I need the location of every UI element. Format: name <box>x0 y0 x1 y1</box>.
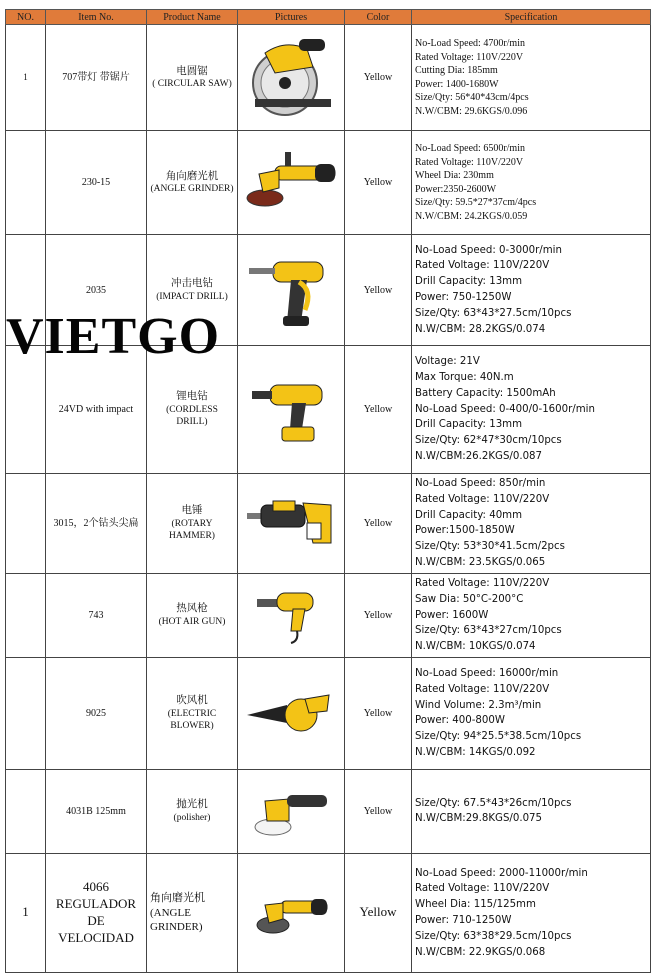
picture-cell <box>238 346 345 474</box>
spec-line: Max Torque: 40N.m <box>415 371 514 383</box>
spec-line: Size/Qty: 63*43*27.5cm/10pcs <box>415 307 572 319</box>
product-name-en: (IMPACT DRILL) <box>156 291 228 302</box>
spec-line: No-Load Speed: 0-400/0-1600r/min <box>415 403 595 415</box>
product-name-cn: 吹风机 <box>176 694 208 707</box>
product-name-cn: 电圆锯 <box>176 64 208 77</box>
table-row <box>6 657 651 769</box>
spec-line: Saw Dia: 50°C-200°C <box>415 593 524 605</box>
spec-line: Power: 400-800W <box>415 715 505 727</box>
picture-cell <box>238 235 345 346</box>
table-row <box>6 131 651 235</box>
spec-line: Cutting Dia: 185mm <box>415 65 498 76</box>
picture-cell <box>238 657 345 769</box>
header-item-no: Item No. <box>46 10 147 25</box>
picture-cell <box>238 769 345 853</box>
hot-air-gun-icon <box>251 585 331 645</box>
angle-grinder-icon <box>243 148 339 218</box>
color-cell: Yellow <box>345 235 412 346</box>
item-no: 743 <box>46 573 147 657</box>
spec-line: Wind Volume: 2.3m³/min <box>415 699 542 711</box>
row-no <box>6 573 46 657</box>
row-no <box>6 131 46 235</box>
spec-line: No-Load Speed: 6500r/min <box>415 143 525 154</box>
spec-cell <box>412 573 651 657</box>
item-no: 4031B 125mm <box>46 769 147 853</box>
product-name-en: (ANGLE GRINDER) <box>150 906 203 934</box>
spec-line: N.W/CBM: 23.5KGS/0.065 <box>415 557 546 569</box>
row-no <box>6 474 46 574</box>
header-no: NO. <box>6 10 46 25</box>
circular-saw-icon <box>245 33 337 123</box>
product-name-en: (polisher) <box>173 813 211 824</box>
spec-line: Drill Capacity: 13mm <box>415 276 523 288</box>
header-pictures: Pictures <box>238 10 345 25</box>
product-name-cn: 电锤 <box>181 504 203 517</box>
spec-line: Power: 710-1250W <box>415 914 512 926</box>
spec-line: Size/Qty: 94*25.5*38.5cm/10pcs <box>415 731 582 743</box>
spec-cell <box>412 131 651 235</box>
spec-line: Rated Voltage: 110V/220V <box>415 156 524 168</box>
product-name-en: (CORDLESS DRILL) <box>166 404 218 428</box>
color-cell: Yellow <box>345 346 412 474</box>
picture-cell <box>238 131 345 235</box>
product-name-cn: 热风枪 <box>176 602 208 615</box>
spec-line: Size/Qty: 63*43*27cm/10pcs <box>415 625 562 637</box>
rotary-hammer-icon <box>243 493 339 553</box>
spec-line: No-Load Speed: 4700r/min <box>415 38 525 49</box>
table-header-row <box>6 10 651 25</box>
row-no: 1 <box>6 25 46 131</box>
spec-line: Power: 750-1250W <box>415 292 512 303</box>
spec-line: N.W/CBM: 28.2KGS/0.074 <box>415 323 546 335</box>
spec-line: Size/Qty: 59.5*27*37cm/4pcs <box>415 197 537 208</box>
item-no: 9025 <box>46 657 147 769</box>
cordless-drill-icon <box>246 375 336 445</box>
spec-line: Rated Voltage: 110V/220V <box>415 260 550 272</box>
item-no: 3015，2个钻头尖扁 <box>46 474 147 574</box>
spec-line: Size/Qty: 67.5*43*26cm/10pcs <box>415 797 572 809</box>
table-row <box>6 25 651 131</box>
product-name-cn: 角向磨光机 <box>165 169 219 182</box>
spec-cell <box>412 25 651 131</box>
spec-line: Power: 1600W <box>415 609 489 621</box>
picture-cell <box>238 573 345 657</box>
electric-blower-icon <box>243 683 339 743</box>
spec-line: N.W/CBM: 24.2KGS/0.059 <box>415 210 528 222</box>
spec-line: Wheel Dia: 115/125mm <box>415 899 536 911</box>
product-name-en: (ROTARY HAMMER) <box>169 518 215 542</box>
item-no: 24VD with impact <box>46 346 147 474</box>
product-name-en: (HOT AIR GUN) <box>158 617 226 628</box>
spec-line: Rated Voltage: 110V/220V <box>415 683 550 695</box>
product-spec-table <box>5 9 651 973</box>
spec-line: Drill Capacity: 40mm <box>415 509 523 521</box>
spec-line: N.W/CBM:26.2KGS/0.087 <box>415 451 543 463</box>
header-product-name: Product Name <box>147 10 238 25</box>
spec-line: Rated Voltage: 110V/220V <box>415 883 550 895</box>
color-cell: Yellow <box>345 853 412 972</box>
angle-grinder-icon <box>251 883 331 943</box>
product-name-en: (ANGLE GRINDER) <box>150 184 234 195</box>
impact-drill-icon <box>243 250 339 330</box>
spec-cell <box>412 769 651 853</box>
color-cell: Yellow <box>345 474 412 574</box>
color-cell: Yellow <box>345 769 412 853</box>
spec-cell <box>412 853 651 972</box>
spec-line: No-Load Speed: 2000-11000r/min <box>415 867 588 879</box>
product-name <box>147 853 238 972</box>
table-row <box>6 853 651 972</box>
spec-line: Size/Qty: 62*47*30cm/10pcs <box>415 435 562 447</box>
product-name <box>147 131 238 235</box>
spec-line: Rated Voltage: 110V/220V <box>415 577 550 589</box>
picture-cell <box>238 474 345 574</box>
product-name-cn: 抛光机 <box>176 798 208 811</box>
spec-line: Power:1500-1850W <box>415 525 515 537</box>
spec-line: N.W/CBM: 10KGS/0.074 <box>415 641 536 653</box>
spec-cell <box>412 346 651 474</box>
spec-line: No-Load Speed: 16000r/min <box>415 668 559 679</box>
product-name-en: (ELECTRIC BLOWER) <box>167 708 217 732</box>
row-no <box>6 657 46 769</box>
spec-line: Rated Voltage: 110V/220V <box>415 51 524 63</box>
picture-cell <box>238 853 345 972</box>
row-no <box>6 769 46 853</box>
spec-line: N.W/CBM: 14KGS/0.092 <box>415 747 536 759</box>
color-cell: Yellow <box>345 657 412 769</box>
spec-line: Power: 1400-1680W <box>415 78 499 90</box>
product-name-cn: 角向磨光机 <box>150 891 205 905</box>
product-name-cn: 锂电钻 <box>176 390 208 403</box>
spec-line: Wheel Dia: 230mm <box>415 170 494 181</box>
vietgo-watermark: VIETGO <box>6 308 221 365</box>
spec-line: Size/Qty: 56*40*43cm/4pcs <box>415 92 529 103</box>
product-name <box>147 657 238 769</box>
spec-line: No-Load Speed: 0-3000r/min <box>415 244 562 256</box>
header-color: Color <box>345 10 412 25</box>
spec-line: Size/Qty: 63*38*29.5cm/10pcs <box>415 930 572 942</box>
color-cell: Yellow <box>345 25 412 131</box>
product-name <box>147 769 238 853</box>
spec-line: Power:2350-2600W <box>415 183 497 195</box>
spec-line: Rated Voltage: 110V/220V <box>415 493 550 505</box>
color-cell: Yellow <box>345 573 412 657</box>
item-no: 230-15 <box>46 131 147 235</box>
spec-line: No-Load Speed: 850r/min <box>415 478 546 489</box>
spec-line: Drill Capacity: 13mm <box>415 419 523 431</box>
spec-line: N.W/CBM:29.8KGS/0.075 <box>415 813 543 825</box>
color-cell: Yellow <box>345 131 412 235</box>
spec-line: Size/Qty: 53*30*41.5cm/2pcs <box>415 541 565 553</box>
picture-cell <box>238 25 345 131</box>
spec-line: N.W/CBM: 29.6KGS/0.096 <box>415 105 528 117</box>
product-name <box>147 25 238 131</box>
spec-cell <box>412 474 651 574</box>
spec-cell <box>412 657 651 769</box>
row-no: 1 <box>6 853 46 972</box>
item-no: 2035 <box>46 235 147 346</box>
spec-line: N.W/CBM: 22.9KGS/0.068 <box>415 946 546 958</box>
table-row <box>6 769 651 853</box>
product-name-en: ( CIRCULAR SAW) <box>152 79 232 90</box>
polisher-icon <box>249 781 333 841</box>
spec-cell <box>412 235 651 346</box>
header-specification: Specification <box>412 10 651 25</box>
item-no: 707带灯 带锯片 <box>46 25 147 131</box>
table-row <box>6 474 651 574</box>
product-name <box>147 474 238 574</box>
product-name <box>147 573 238 657</box>
table-row <box>6 573 651 657</box>
product-name-cn: 冲击电钻 <box>171 277 213 289</box>
item-no: 4066 REGULADOR DE VELOCIDAD <box>46 853 147 972</box>
spec-line: Voltage: 21V <box>415 356 480 368</box>
spec-line: Battery Capacity: 1500mAh <box>415 387 556 399</box>
